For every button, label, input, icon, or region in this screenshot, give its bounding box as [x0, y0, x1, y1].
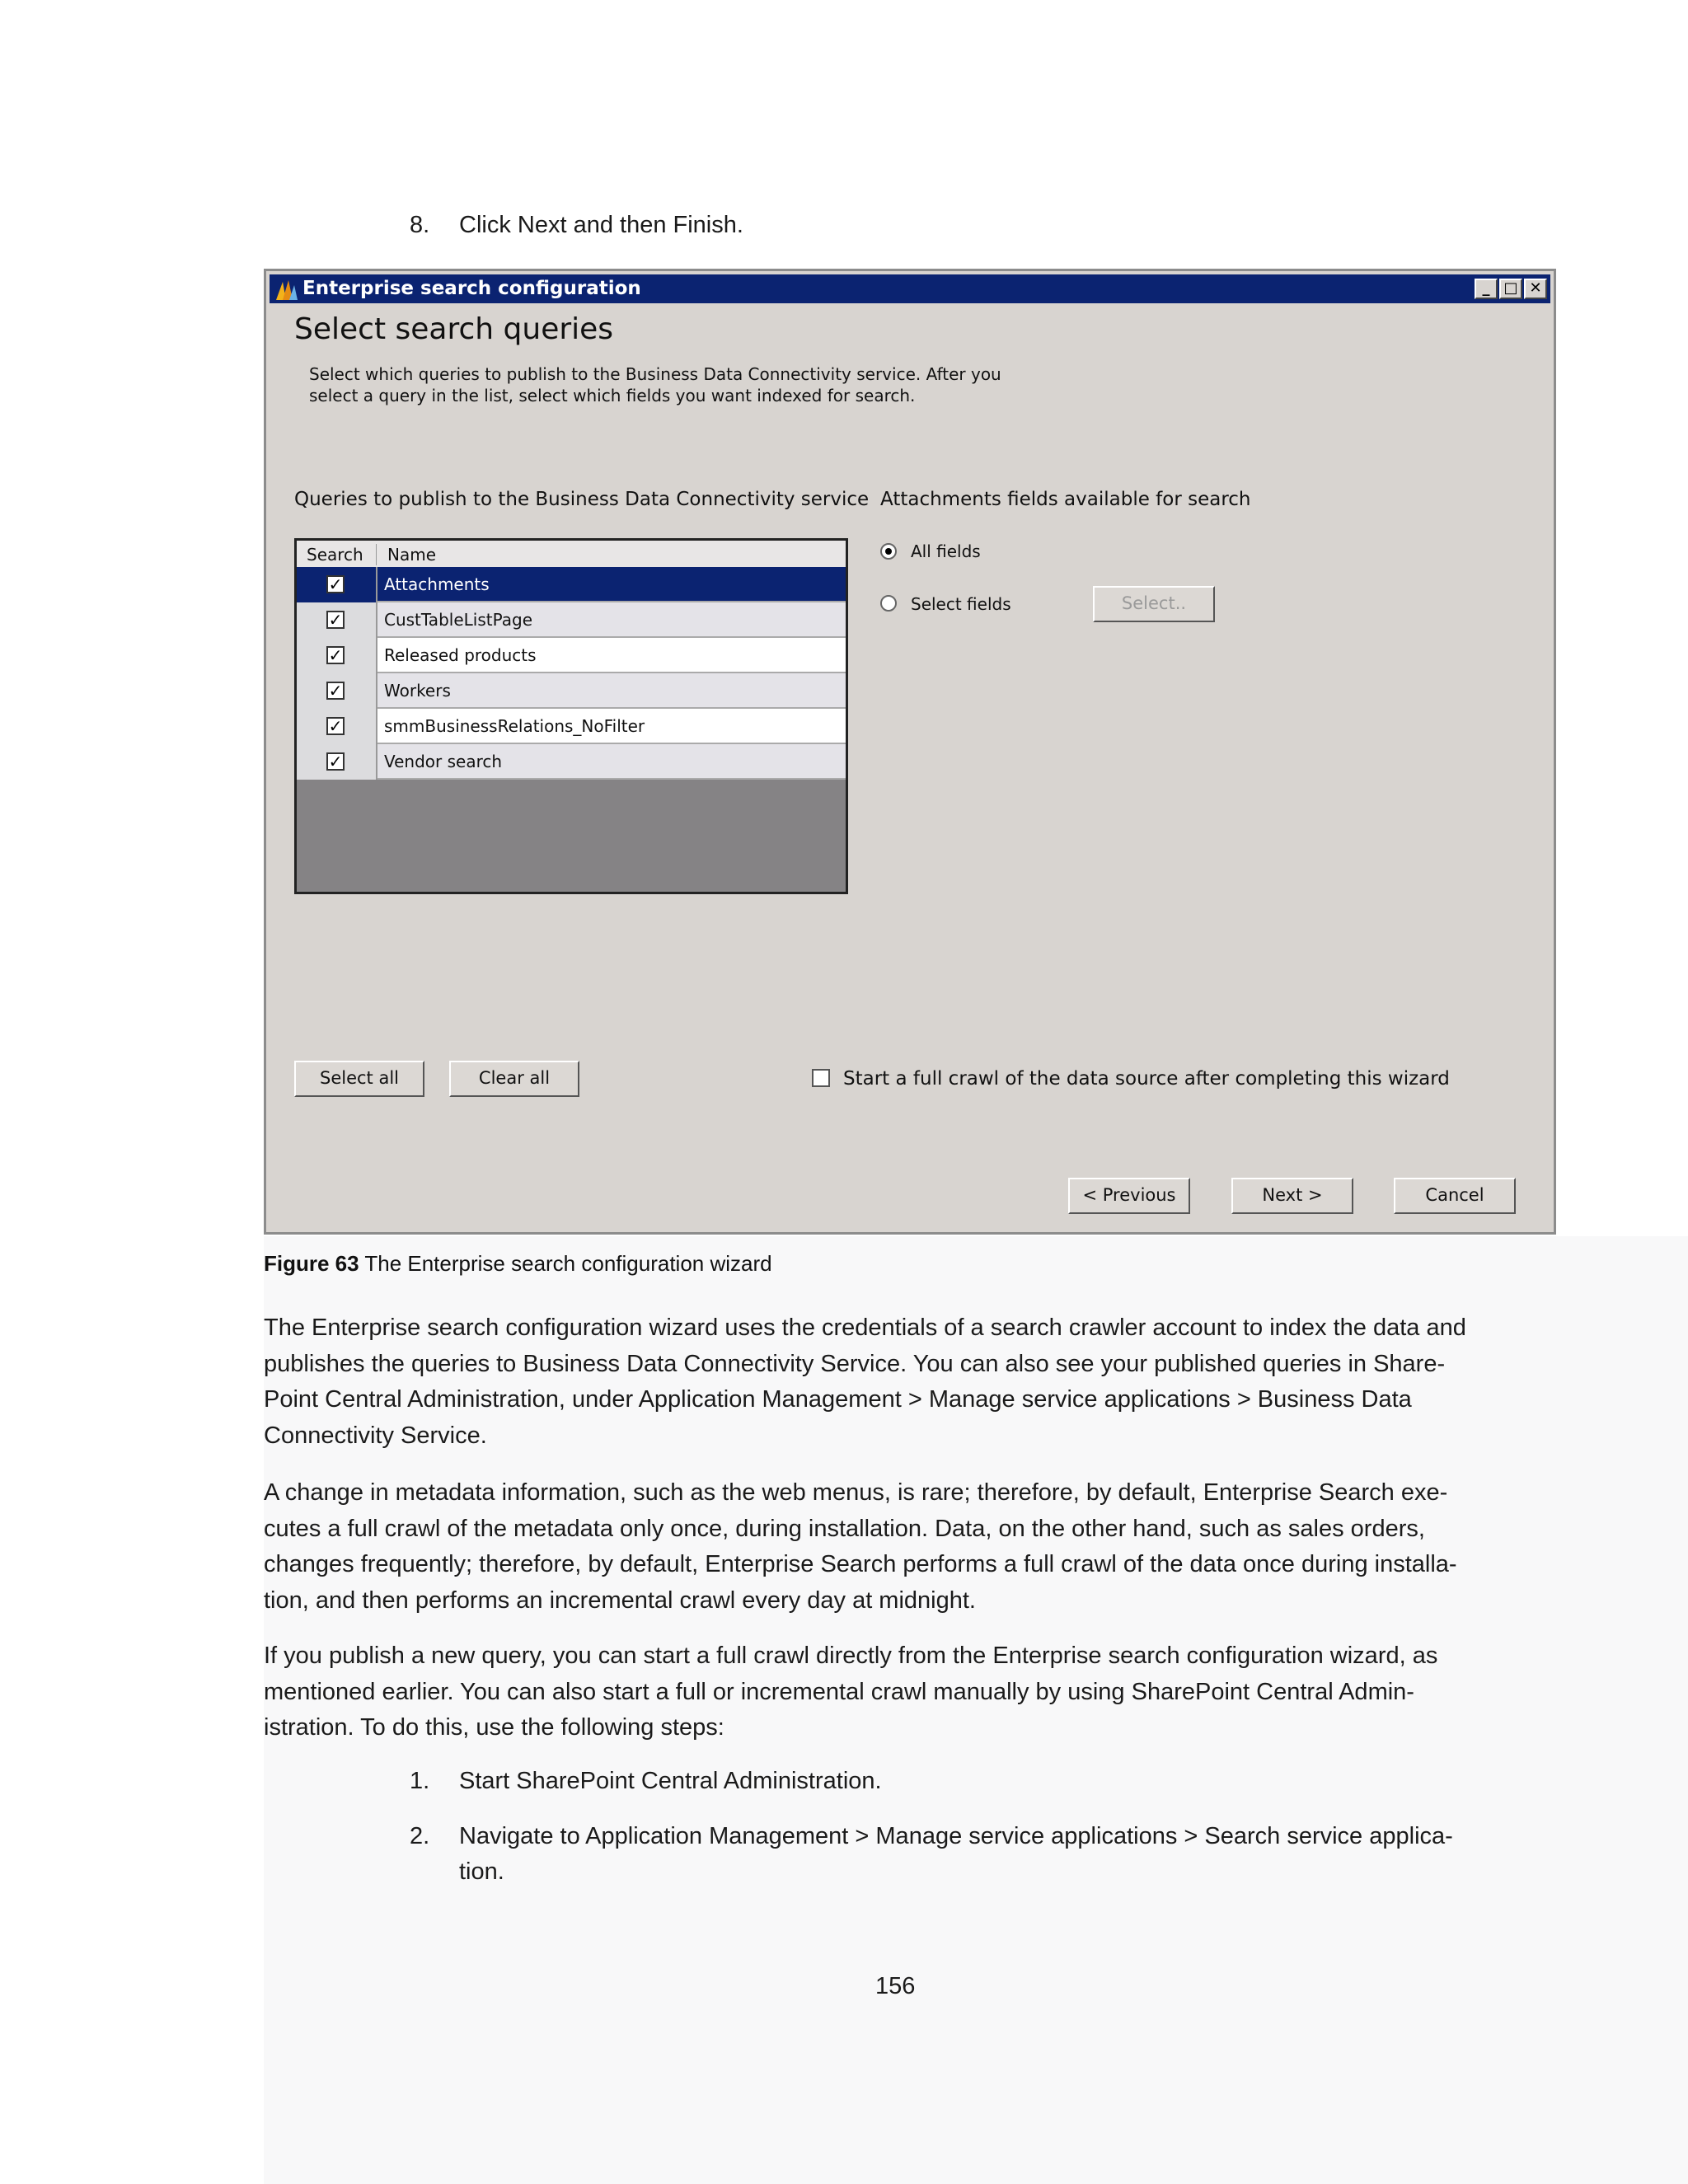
- step-text: Navigate to Application Management > Manage service applications > Search service applica-tion.: [459, 1823, 1453, 1885]
- row-checkbox[interactable]: ✓: [326, 646, 345, 664]
- row-checkbox[interactable]: ✓: [326, 575, 345, 593]
- window-title: Enterprise search configuration: [302, 278, 641, 299]
- page-number: 156: [875, 1973, 916, 1999]
- query-name: Vendor search: [384, 752, 503, 771]
- full-crawl-label: Start a full crawl of the data source after completing this wizard: [843, 1068, 1450, 1090]
- row-checkbox[interactable]: ✓: [326, 717, 345, 735]
- figure-text: The Enterprise search configuration wizard: [364, 1251, 772, 1276]
- all-fields-label: All fields: [911, 541, 981, 561]
- table-row[interactable]: [297, 744, 846, 780]
- paragraph: The Enterprise search configuration wizard uses the credentials of a search crawler account to index the data and publishes the queries to Business Data Connectivity Service. You can also see your published queries in Share-Point Central Administration, under Application Management > Manage service applications > Business Data Connectivity Service.: [264, 1315, 1466, 1449]
- maximize-button[interactable]: □: [1499, 279, 1522, 299]
- step-1: [410, 1764, 1564, 1802]
- query-name: Released products: [384, 645, 537, 665]
- paragraph: A change in metadata information, such as the web menus, is rare; therefore, by default, Enterprise Search exe-cutes a full crawl of the metadata only once, during installation. Data, on the other hand, such as sales orders, changes frequently; therefore, by default, Enterprise Search performs a full crawl of the data once during installa-tion, and then performs an incremental crawl every day at midnight.: [264, 1479, 1457, 1614]
- search-cell: [297, 673, 377, 709]
- query-name: Workers: [384, 681, 451, 701]
- select-fields-radio[interactable]: [880, 595, 897, 612]
- all-fields-radio[interactable]: [880, 543, 897, 560]
- step-number: 2.: [410, 1823, 430, 1849]
- close-button[interactable]: ✕: [1524, 279, 1547, 299]
- name-cell: [377, 744, 846, 780]
- step-text: Click Next and then Finish.: [459, 212, 743, 238]
- next-button[interactable]: Next >: [1231, 1178, 1353, 1214]
- query-name: Attachments: [384, 574, 490, 594]
- select-fields-button[interactable]: Select..: [1093, 586, 1215, 622]
- enterprise-search-config-window: [264, 269, 1556, 1235]
- app-logo-icon: [274, 279, 299, 300]
- attachments-label: Attachments fields available for search: [880, 489, 1251, 510]
- header-divider: [376, 544, 377, 565]
- select-fields-label: Select fields: [911, 594, 1011, 614]
- queries-table: [294, 538, 848, 894]
- wizard-description: Select which queries to publish to the Business Data Connectivity service. After you select a query in the list, select which fields you want indexed for search.: [309, 364, 1001, 405]
- header-search[interactable]: Search: [307, 545, 363, 565]
- figure-caption: [264, 1251, 772, 1277]
- query-name: smmBusinessRelations_NoFilter: [384, 716, 645, 736]
- table-row[interactable]: [297, 673, 846, 709]
- search-cell: [297, 602, 377, 638]
- table-row[interactable]: [297, 602, 846, 638]
- window-titlebar: [270, 274, 1550, 303]
- step-number: 8.: [410, 212, 430, 238]
- step-text: Start SharePoint Central Administration.: [459, 1768, 882, 1794]
- row-checkbox[interactable]: ✓: [326, 682, 345, 700]
- name-cell: [377, 602, 846, 638]
- table-row[interactable]: [297, 638, 846, 673]
- table-row[interactable]: [297, 567, 846, 602]
- full-crawl-checkbox[interactable]: [812, 1069, 830, 1087]
- cancel-button[interactable]: Cancel: [1394, 1178, 1516, 1214]
- search-cell: [297, 638, 377, 673]
- query-name: CustTableListPage: [384, 610, 532, 630]
- name-cell: [377, 638, 846, 673]
- step-8: [410, 208, 1564, 246]
- select-all-button[interactable]: Select all: [294, 1061, 424, 1097]
- name-cell: [377, 709, 846, 744]
- table-header: [297, 541, 846, 567]
- row-checkbox[interactable]: ✓: [326, 752, 345, 771]
- step-number: 1.: [410, 1768, 430, 1794]
- previous-button[interactable]: < Previous: [1068, 1178, 1190, 1214]
- name-cell: [377, 567, 846, 602]
- search-cell: [297, 567, 377, 602]
- step-2: [410, 1819, 1489, 1893]
- paragraph: If you publish a new query, you can start a full crawl directly from the Enterprise search configuration wizard, as mentioned earlier. You can also start a full or incremental crawl manually by using SharePoint Central Admin-istration. To do this, use the following steps:: [264, 1643, 1438, 1741]
- figure-label: Figure 63: [264, 1251, 359, 1276]
- table-row[interactable]: [297, 709, 846, 744]
- minimize-button[interactable]: _: [1475, 279, 1498, 299]
- queries-label: Queries to publish to the Business Data Connectivity service: [294, 489, 870, 510]
- name-cell: [377, 673, 846, 709]
- wizard-heading: Select search queries: [294, 312, 614, 346]
- search-cell: [297, 744, 377, 780]
- header-name[interactable]: Name: [387, 545, 437, 565]
- search-cell: [297, 709, 377, 744]
- clear-all-button[interactable]: Clear all: [449, 1061, 579, 1097]
- row-checkbox[interactable]: ✓: [326, 611, 345, 629]
